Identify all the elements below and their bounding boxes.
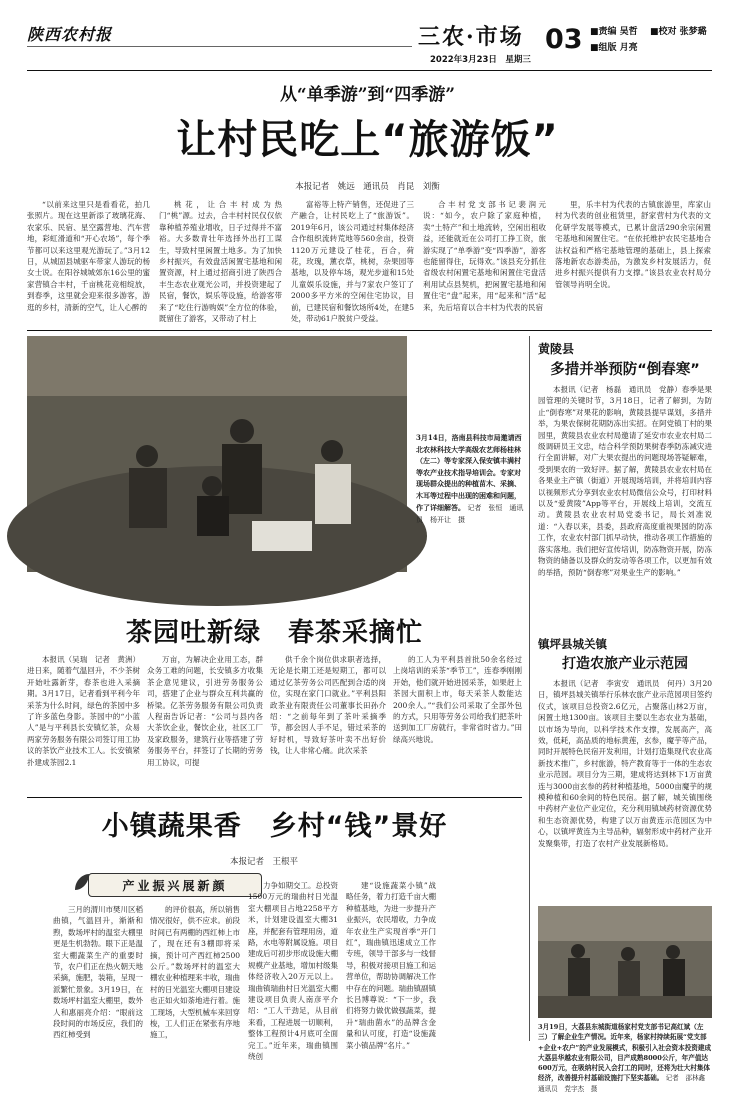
veg-column-1: 三月的渭川市樊川区稻曲镇，气温回升，渐渐和煦，数场坪村的温室大棚里更是生机勃勃。眼下正是温室大棚蔬菜生产的重要时节，农户们正在热火朝天地采摘，施肥，装箱，呈现一派繁忙景象。3月19日，在数场坪村温室大棚里，数外人和惠丽亮介绍：“眼前这段时间的市场反应，我们的西红柿受到 <box>53 905 143 1040</box>
agriculture-training-photo <box>27 336 407 572</box>
photo1-credit: 记者 张恒 通讯员 杨开让 摄 <box>416 503 524 525</box>
leaf-icon <box>71 872 91 894</box>
right-column-divider <box>529 336 530 1041</box>
photo3-credit: 记者 邵林鑫 通讯员 党宇杰 摄 <box>538 1074 712 1093</box>
photo3-figures-graphic <box>538 906 712 1018</box>
lead-byline: 本报记者 姚远 通讯员 肖昆 刘衡 <box>295 182 440 192</box>
lead-bottom-rule <box>27 330 712 331</box>
huangling-body: 本报讯（记者 杨磊 通讯员 党静）春季是果园管理的关键时节，3月18日，记者了解到，为防止“倒春寒”对果花的影响，黄陵县提早谋划，多措并举，为果农保树花期防冻出实招。在阿党镇丁村的果园里，黄陵县农业农村局邀请了延安市农业农村局二级调研员王文忠，结合科学预防果树春季防冻减灾进行全面讲解，对广大果农提出的问题现场答疑解难，受到果农的一致好评。据了解，黄陵县农业农村局在各果业主产镇（街道）开展现场培训，并将培训内容以视频形式分享到农业农村局微信公众号，打印材料以及“爱黄陵”App等平台，开展线上培训，交流互动。黄陵县农业农村局党委书记，局长刘准说道：“入春以来，县委，县政府高度重视果园的防冻工作，农业农村部门抓早动快，推动各项工作措施的落实落地。我们把好宣传培训，防冻物资开展，防冻物资的储备以及群众的发动等各项工作，以更加有效的举措，预防“倒春寒”对果业生产的影响。” <box>538 385 712 577</box>
photo3-caption: 3月19日，大荔县东城街道杨家村党支部书记高红斌（左三）了解企业生产情况。近年来，杨家村持续拓展“党支部+企业+农户”的产业发展模式，积极引入社会资本投资建成大荔县华越农业有限公司，目产成熟8000公斤，年产值达600万元，在吸纳村民入会打工的同时，还将为壮大村集体经济，改善提升村基础设施打下坚实基础。 记者 邵林鑫 通讯员 党宇杰 摄 <box>538 1023 712 1093</box>
tea-column-4: 的工人为平利县首批50余名经过上岗培训的采茶“季节工”，连春季刚刚开始，他们就开始进园采茶，如果赶上茶园大面积上市，每天采茶人数能达200余人。”“我们公司采取了全部外包的方式，只用等劳务公司给我们把茶叶送到加工厂房就行，非常省时省力。”田绿高兴地说。 <box>393 655 522 744</box>
huangling-headline: 多措并举预防“倒春寒” <box>550 362 700 378</box>
industry-banner-text: 产业振兴展新颜 <box>122 879 228 893</box>
lead-column-3: 富裕等上特产销售，还促进了三产融合，让村民吃上了“旅游饭”。2019年6月，该公司通过村集体经济合作组织流转荒地等560余亩，投资1120万元建设了桂花，百合，荷花，玫瑰，薰衣草，桃树，杂果园等基地，以及停车场，观光步道和15处儿童娱乐设施，并与7家农户签订了2000多平方米的空闲住宅协议，目前，已建民宿和餐饮场所4处，在建5处，带动61户脱贫户受益。 <box>291 200 414 324</box>
tea-column-1: 本报讯（吴瑞 记者 黄洲）进日来，随着气温回升，不少茶树开始吐露新芽，春茶也进入采摘期。3月17日，记者看到平利今年采茶为什么时间，绿色的茶园中多了许多蓝色身影。茶园中的“小蓝人”是与平利县长安镇忆茶，众易两家劳务服务有限公司签订用工协议的茶饮产业技术工人。长安镇紧扑建成茶园2.1 <box>27 655 140 767</box>
section-title: 三农·市场 <box>418 24 524 50</box>
photo1-caption: 3月14日，洛南县科技市局邀请西北农林科技大学高级农艺师杨桂林（左二）等专家深入保安镇丰满村等农产业技术指导培训会。专家对现场群众提出的种植苗木、采摘、木耳等过程中出现的困难和问题，作了详细解答。 记者 张恒 通讯员 杨开让 摄 <box>416 433 524 525</box>
lead-headline: 让村民吃上“旅游饭” <box>176 117 559 163</box>
masthead <box>0 0 735 74</box>
huangling-place: 黄陵县 <box>538 342 575 356</box>
zhenping-headline: 打造农旅产业示范园 <box>562 656 688 672</box>
paper-name-logo: 陕西农村报 <box>27 25 113 44</box>
lead-kicker: 从“单季游”到“四季游” <box>279 85 456 105</box>
tea-column-3: 供千余个岗位供求职者选择，无论是长期工还是短期工，都可以通过亿茶劳务公司匹配到合适的岗位，实现在家门口就业。”平利县阳政茶业有限责任公司董事长田孙介绍：“之前每年到了茶叶采摘季节，都会因人手不足，错过采茶的好时机，导致好茶叶卖不出好价钱，让人非常心痛。此次采茶 <box>270 655 386 756</box>
veg-top-rule <box>27 797 522 798</box>
editor-credit: ■责编 吴哲 <box>590 27 638 37</box>
tea-column-2: 万亩，为解决企业用工态，群众务工难的问题，长安镇多方收集茶企意见建议，引进劳务服务公司，搭建了企业与群众互利共赢的桥梁。亿茶劳务服务有限公司负责人程南告诉记者：“公司与县内各大茶饮企业，餐饮企业，社区工厂及家政服务，建筑行业等搭建了劳务服务平台，拝签订了长期的劳务用工协议，可提 <box>147 655 263 767</box>
zhenping-body: 本报讯（记者 李寅安 通讯员 何丹）3月20日，镇坪县城关镇举行乐林农旅产业示范园项目签约仪式，该项目总投资2.6亿元，占聚落山林2万亩，闲置土地1300亩。该项目主要以生态农业为基础，以市场为导向，以科学技术作支撑，发展高产，高效，低耗，高品质的地标黄莲，玄参，魔芋等产品，同时开展特色民宿开发利用，计划打造集现代农业高新技术推广，乡村旅游，特产教育等于一体的生态农业示范园。项目分为三期，建成将达到林下1万亩黄连与3000亩玄参的药材种植基地，5000亩魔芋的规模种植和60余间的特色民宿。据了解，城关镇围绕中药材产业位产业定位，充分利用镇域药材资源优势和生态资源优势，构建了以万亩黄连示范园区为中心，以镇坪黄连为主导品种，辐射形成中药材产业开发聚集带，打造了农村产业发展新格局。 <box>538 679 712 848</box>
veg-headline: 小镇蔬果香 乡村“钱”景好 <box>101 811 448 842</box>
photo-figures-graphic <box>27 336 407 572</box>
lead-column-5: 里，乐丰村为代表的古镇旅游里，库家山村为代表的创业租赁里，舒家营村为代表的文化研学发展等模式，已累计盘活290余宗闲置宅基地和闲置住宅。“在依托维护农民宅基地合法权益和严格宅基地管理的基础上，县上探索落地新农态游类品，为激发乡村发展活力，促进乡村振兴提供有力支撑。”该县农业农村局分管领导肖明全说。 <box>555 200 711 289</box>
zhenping-place: 镇坪县城关镇 <box>538 637 607 651</box>
veg-column-3: 力争如期交工。总投资1500万元的瑞曲村日光温室大棚项目占地2258平方米，计划建设温室大棚31座，并配套有管理用房，道路，水电等附属设施。项目建成后可初步形成设施大棚规模产业基地，增加村级集体经济收入20万元以上。瑞曲镇瑞曲村日光温室大棚建设项目负责人南彦平介绍：“工人干劲足，从目前来看，工程进展一切顺利，整体工程预计4月底可全面完工。”近年来，瑞曲镇围绕创 <box>248 881 338 1062</box>
enterprise-visit-photo <box>538 906 712 1018</box>
masthead-bottom-rule <box>27 70 712 71</box>
layout-credit: ■组版 月亮 <box>590 43 638 53</box>
proofreader-credit: ■校对 张梦璐 <box>650 27 707 37</box>
masthead-left-rule <box>27 46 412 47</box>
page-number: 03 <box>545 24 583 55</box>
veg-byline: 本报记者 王根平 <box>230 857 299 867</box>
lead-column-2: 桃花，让合丰村成为热门“桃”源。过去，合丰村村民仅仅依靠种植养殖业增收，日子过得并不富裕。大多数青壮年选择外出打工谋生，导致村里闲置土地多。为了加快乡村振兴，有效盘活闲置宅基地和闲置资源，村上通过招商引进了陕西合丰生态农业观光公司，并投资建起了民宿，餐饮，娱乐等设施，给游客带来了“吃住行游购娱”全方位的体验，既留住了游客，又带动了村上 <box>159 200 282 324</box>
tea-headline: 茶园吐新绿 春茶采摘忙 <box>125 618 423 648</box>
page-date: 2022年3月23日 星期三 <box>430 55 531 65</box>
lead-column-1: “以前来这里只是看看花，拍几张照片。现在这里新添了玻璃花海、农家乐、民宿、星空露营地、汽车营地，彩虹滑道和“开心农场”，每个季节都可以来这里观光游玩了。”3月12日，从城固县城驱车带家人游玩的杨女士说。在阳谷城城郊东16公里的蜜家营镇合丰村，千亩桃花竞相绽放，到春季，这里就会迎来很多游客，游逛的乡村，清新的空气，让人心醉的 <box>27 200 150 312</box>
veg-column-4: 建“设施蔬菜小镇”战略任务，着力打造千亩大棚种植基地，为进一步提升产业振兴，农民增收，力争成年农业生产实现首季“开门红”，瑞曲镇迅速成立工作专班，领导干部多与一线督导，积极对接项目施工和运营单位，帮助协调解决工作中存在的问题。瑞曲镇副镇长吕博尊说：“下一步，我们将努力做优做强蔬菜，提升“瑞曲菌水”的品牌含金量和认可度，打造“设施蔬菜小镇品牌”名片。” <box>346 881 436 1050</box>
lead-column-4: 合丰村党支部书记裴润元说：“如今，农户除了家庭种植，卖“土特产”和土地流转，空闲出租收益，还能就近在公司打工挣工资，旅游实现了“单季游”变“四季游”，游客也能留得住，玩得欢。”该县充分抓住省级农村闲置宅基地和闲置住宅盘活利用试点县契机，把闲置宅基地和闲置住宅“盘”起来，用“起来和”活“起来，先后培育以合丰村为代表的民宿 <box>423 200 546 312</box>
veg-column-2: 的评价很高，所以销售情况很好，供不应求。前段时间已有两棚的西红柿上市了，现在还有3棚即将采摘，预计可产西红柿2500公斤。”数场坪村的温室大棚农业种植理来丰收，瑞曲村的日光温室大棚项目建设也正如火如荼地进行着。施工现场，大型机械车来回穿梭，工人们正在紧张有序地施工， <box>150 905 240 1040</box>
